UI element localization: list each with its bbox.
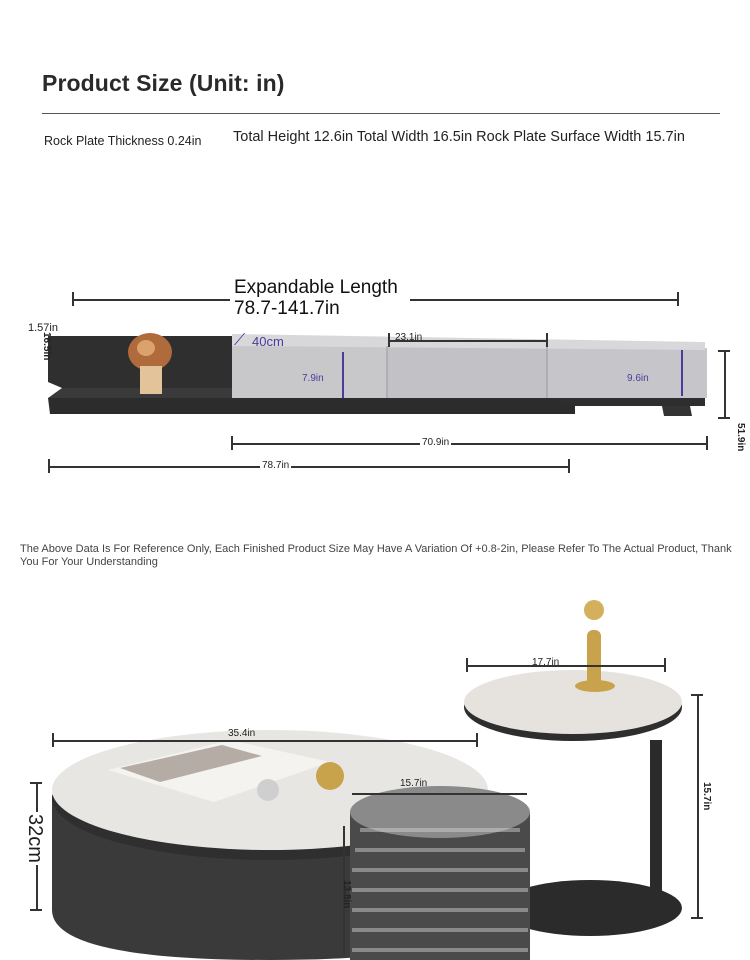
dim-main-table-line (53, 740, 477, 742)
dim-depth-icon: ⟋ (234, 332, 246, 349)
dim-stool-diameter: 15.7in (400, 778, 428, 789)
dim-drawer-height-left: 7.9in (302, 373, 324, 384)
dim-total-length-tick-left (48, 459, 50, 473)
dim-side-table-height-line (697, 694, 699, 918)
dim-total-length-tick-right (568, 459, 570, 473)
dim-drawer-height-right: 9.6in (627, 373, 649, 384)
title-divider (42, 113, 720, 114)
dim-total-length: 78.7in (262, 460, 290, 471)
dim-height-right-tick-top (718, 350, 730, 352)
dim-side-table-height-tick-top (691, 694, 703, 696)
dim-side-table-top-line (467, 665, 665, 667)
dim-main-table-diameter: 35.4in (228, 728, 256, 739)
dim-depth: 40cm (252, 334, 284, 349)
dim-drawer-width-tick-right (546, 333, 548, 347)
dim-extension: 70.9in (422, 437, 450, 448)
dim-stool-height: 13.8in (341, 880, 352, 909)
dim-side-table-top-tick-left (466, 658, 468, 672)
page-title: Product Size (Unit: in) (42, 70, 285, 96)
dim-side-table-top-tick-right (664, 658, 666, 672)
dim-height-right: 51.9in (735, 423, 746, 452)
dim-height-right-line (724, 350, 726, 418)
dim-main-table-tick-right (476, 733, 478, 747)
dim-side-table-top: 17.7in (532, 657, 560, 668)
dim-main-table-tick-left (52, 733, 54, 747)
dim-height-left: 16.5in (41, 332, 52, 361)
coffee-table-illustration (0, 590, 750, 960)
dim-side-table-height: 15.7in (701, 782, 712, 811)
dim-height-right-tick-bottom (718, 417, 730, 419)
dim-main-table-height-tick-top (30, 782, 42, 784)
dim-extension-tick-left (231, 436, 233, 450)
dim-extension-line (232, 443, 707, 445)
dim-main-table-height-tick-bottom (30, 909, 42, 911)
expandable-length-title: Expandable Length (234, 277, 398, 298)
spec-rock-plate-thickness: Rock Plate Thickness 0.24in (44, 134, 202, 148)
expandable-length-range: 78.7-141.7in (234, 298, 340, 319)
dim-top-thickness: 1.57in (28, 322, 58, 334)
dim-drawer-height-left-line (342, 352, 344, 398)
reference-note: The Above Data Is For Reference Only, Each Finished Product Size May Have A Variation Of +0.8-2in, Please Refer To The Actual Product, Thank You For Your Understanding (20, 543, 732, 568)
tv-cabinet-diagram (0, 270, 750, 490)
spec-dimensions: Total Height 12.6in Total Width 16.5in Rock Plate Surface Width 15.7in (233, 129, 685, 145)
coffee-table-diagram (0, 590, 750, 960)
dim-drawer-height-right-line (681, 350, 683, 396)
dim-drawer-width-tick-left (388, 333, 390, 347)
dim-extension-tick-right (706, 436, 708, 450)
dim-drawer-width: 23.1in (395, 332, 423, 343)
dim-total-length-line (49, 466, 569, 468)
dim-side-table-height-tick-bottom (691, 917, 703, 919)
dim-stool-line (352, 793, 527, 795)
dim-main-table-height: 32cm (24, 814, 46, 863)
